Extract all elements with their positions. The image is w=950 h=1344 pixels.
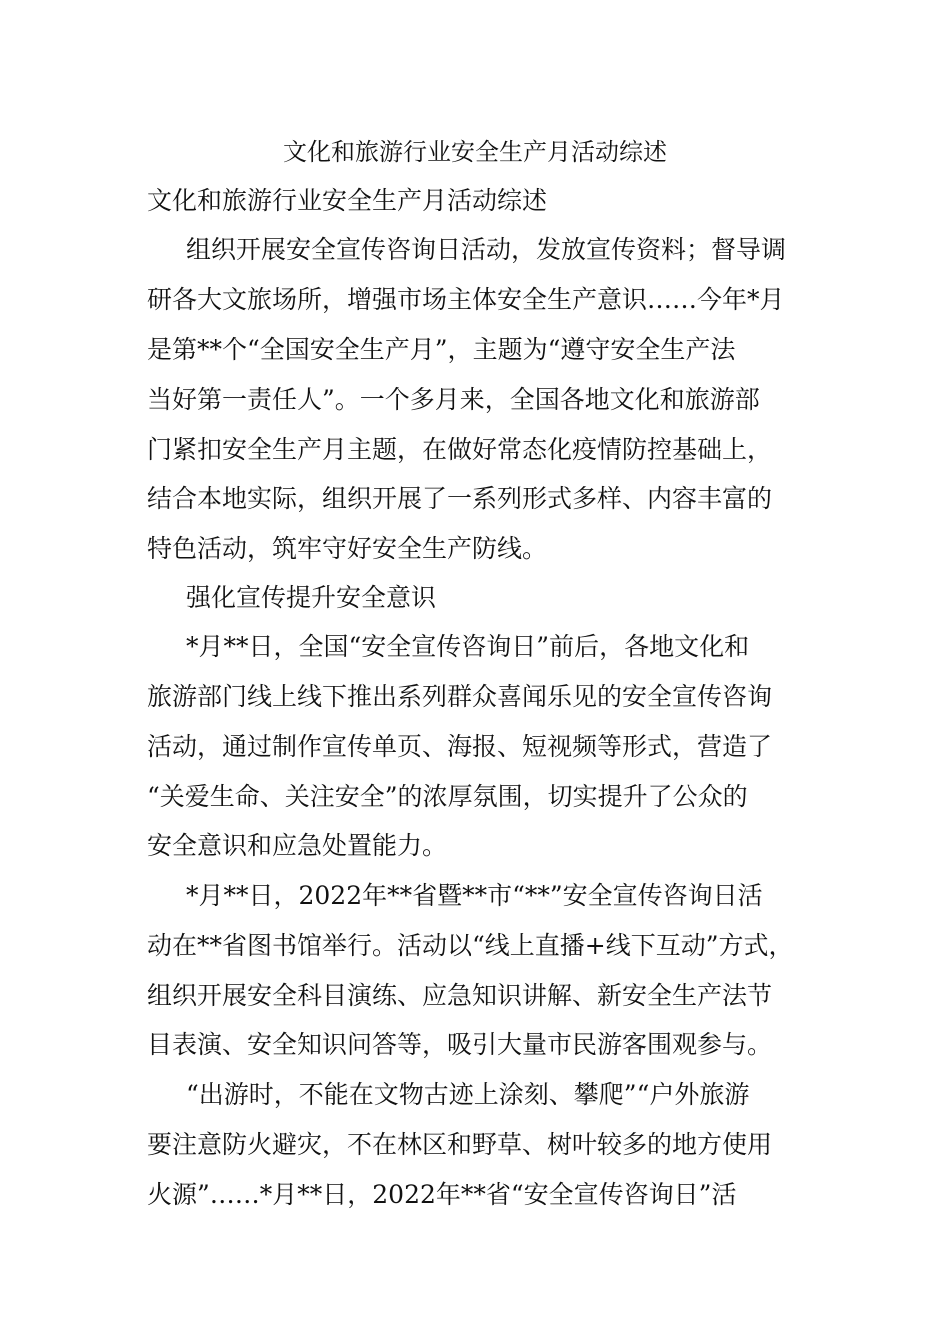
paragraph-line: *月**日，2022年**省暨**市“**”安全宣传咨询日活 [186,881,763,910]
paragraph-line: *月**日，全国“安全宣传咨询日”前后，各地文化和 [186,632,750,661]
paragraph-line: 门紧扣安全生产月主题，在做好常态化疫情防控基础上， [147,435,773,464]
paragraph-line: 安全意识和应急处置能力。 [147,831,448,860]
paragraph-line: 是第**个“全国安全生产月”，主题为“遵守安全生产法 [147,335,736,364]
paragraph-line: 旅游部门线上线下推出系列群众喜闻乐见的安全宣传咨询 [147,682,773,711]
paragraph-line: 要注意防火避灾，不在林区和野草、树叶较多的地方使用 [147,1130,773,1159]
paragraph-line: 特色活动，筑牢守好安全生产防线。 [147,534,548,563]
paragraph-line: 动在**省图书馆举行。活动以“线上直播+线下互动”方式， [147,931,794,960]
paragraph-line: “出游时，不能在文物古迹上涂刻、攀爬”“户外旅游 [186,1080,750,1109]
paragraph-line: 结合本地实际，组织开展了一系列形式多样、内容丰富的 [147,484,773,513]
section-heading: 强化宣传提升安全意识 [186,583,437,612]
paragraph-line: 火源”……*月**日，2022年**省“安全宣传咨询日”活 [147,1180,737,1209]
paragraph-line: “关爱生命、关注安全”的浓厚氛围，切实提升了公众的 [147,782,748,811]
subtitle-line: 文化和旅游行业安全生产月活动综述 [147,186,548,215]
document-title: 文化和旅游行业安全生产月活动综述 [283,138,667,166]
paragraph-line: 活动，通过制作宣传单页、海报、短视频等形式，营造了 [147,732,773,761]
paragraph-line: 目表演、安全知识问答等，吸引大量市民游客围观参与。 [147,1030,773,1059]
paragraph-line: 当好第一责任人”。一个多月来，全国各地文化和旅游部 [147,385,760,414]
paragraph-line: 组织开展安全宣传咨询日活动，发放宣传资料；督导调 [186,235,787,264]
paragraph-line: 研各大文旅场所，增强市场主体安全生产意识……今年*月 [147,285,785,314]
paragraph-line: 组织开展安全科目演练、应急知识讲解、新安全生产法节 [147,981,773,1010]
